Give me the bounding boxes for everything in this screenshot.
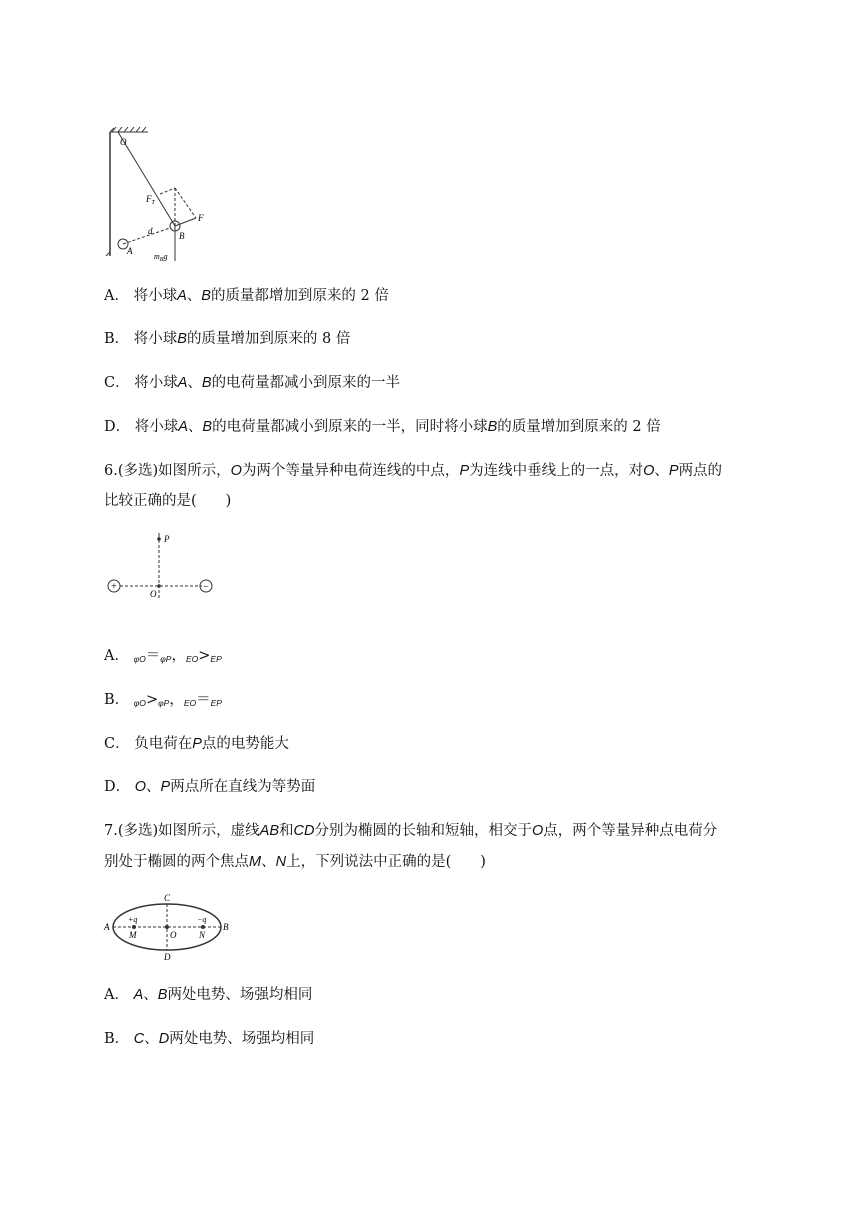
label-minus-q: −q [197, 915, 207, 924]
q6-option-a: A． $_{\varphi O}=_{\varphi P}$，$_{EO}>_{EP}$ [104, 648, 222, 664]
label-FT: $F_T$ [146, 194, 155, 206]
q7-option-b: B． C、D两处电势、场强均相同 [104, 1031, 315, 1047]
label-D: D [164, 952, 171, 962]
label-O: O [120, 137, 127, 147]
label-O: O [170, 930, 177, 940]
q6-figure [102, 530, 222, 602]
negative-charge-icon: − [203, 581, 209, 593]
q5-option-a: A． 将小球A、B的质量都增加到原来的 2 倍 [104, 288, 389, 304]
q5-option-d: D． 将小球A、B的电荷量都减小到原来的一半，同时将小球B的质量增加到原来的 2 倍 [104, 419, 661, 435]
pendulum-figure [100, 126, 220, 264]
q6-stem-line2: 比较正确的是( ) [104, 493, 232, 509]
positive-charge-icon: + [111, 581, 117, 593]
label-F: F [198, 213, 204, 223]
label-B: B [179, 231, 185, 241]
q7-option-a: A． A、B两处电势、场强均相同 [104, 987, 313, 1003]
q7-stem-line1: 7.(多选)如图所示，虚线AB和CD分别为椭圆的长轴和短轴，相交于O点，两个等量异种点电荷分 [104, 823, 718, 839]
label-N: N [199, 930, 206, 940]
q6-option-d: D． O、P两点所在直线为等势面 [104, 779, 316, 795]
q7-figure [102, 890, 234, 962]
label-O: O [150, 589, 157, 599]
label-C: C [164, 893, 171, 903]
label-B: B [223, 922, 229, 932]
label-mBg: $m_Bg$ [154, 252, 168, 263]
q5-option-b: B． 将小球B的质量增加到原来的 8 倍 [104, 331, 351, 347]
label-d: d [148, 226, 153, 236]
q6-option-b: B． $_{\varphi O}>_{\varphi P}$，$_{EO}=_{EP}$ [104, 692, 222, 708]
label-A: A [104, 922, 110, 932]
label-A: A [127, 246, 133, 256]
q7-stem-line2: 别处于椭圆的两个焦点M、N上，下列说法中正确的是( ) [104, 854, 486, 870]
q5-option-c: C． 将小球A、B的电荷量都减小到原来的一半 [104, 375, 401, 391]
q6-option-c: C． 负电荷在P点的电势能大 [104, 736, 289, 752]
label-P: P [164, 534, 170, 544]
label-M: M [129, 930, 137, 940]
label-plus-q: +q [128, 915, 138, 924]
q6-stem-line1: 6.(多选)如图所示，O为两个等量异种电荷连线的中点，P为连线中垂线上的一点，对O、P两点的 [104, 463, 723, 479]
